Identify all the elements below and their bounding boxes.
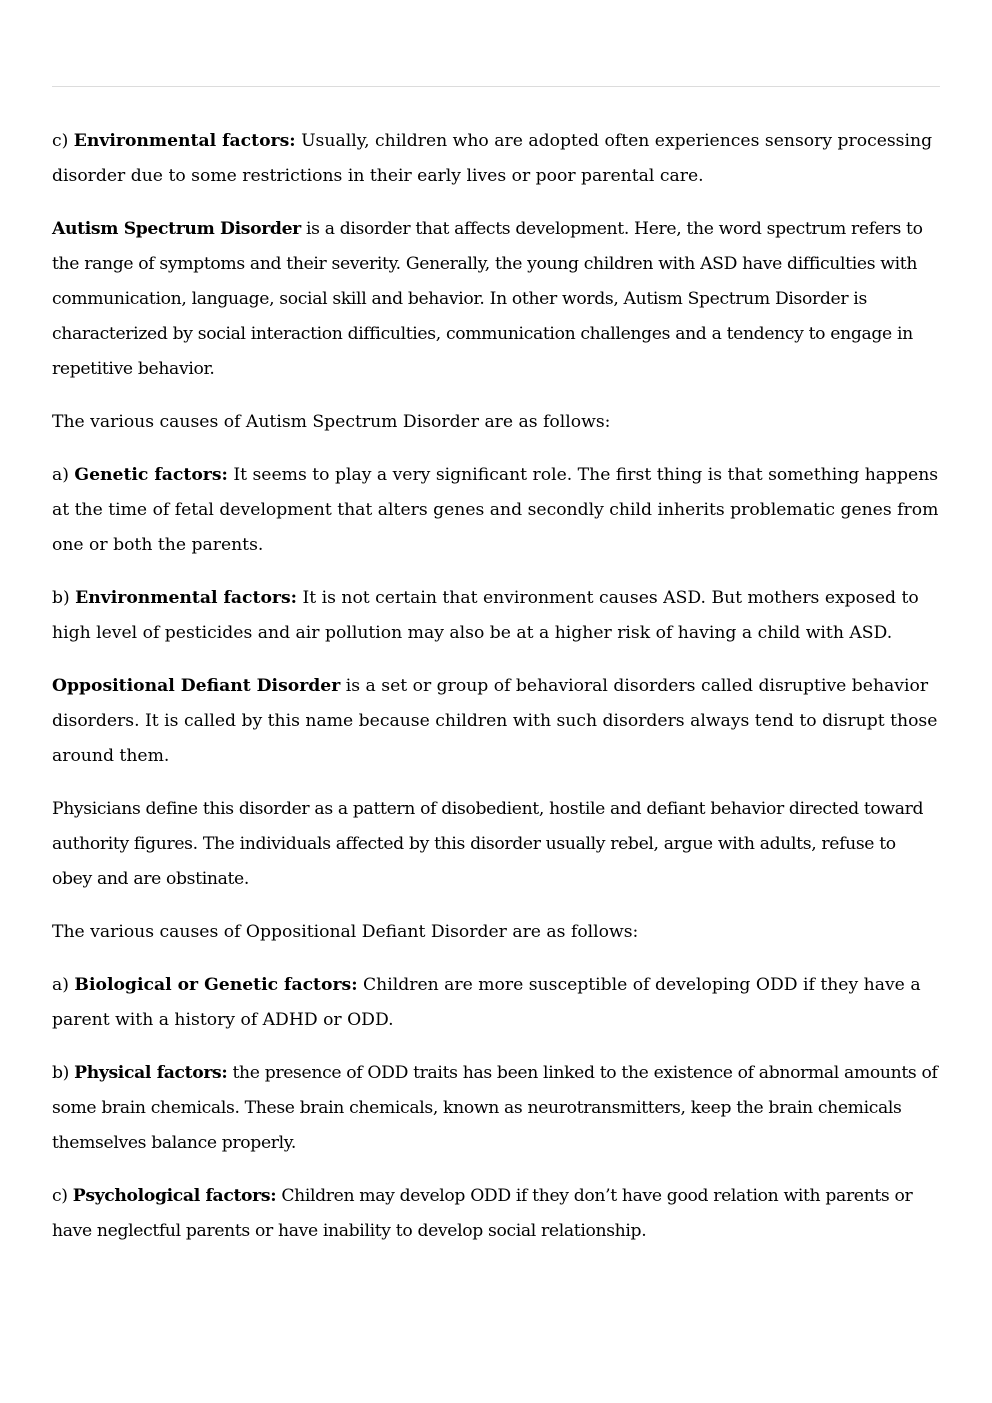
paragraph-term: Autism Spectrum Disorder — [52, 219, 301, 239]
paragraph-asd-environmental-factors — [52, 581, 940, 651]
paragraph-odd-definition — [52, 669, 940, 774]
paragraph-prefix: a) — [52, 975, 75, 995]
paragraph-term: Environmental factors: — [73, 131, 296, 151]
paragraph-asd-causes-intro — [52, 405, 940, 440]
paragraph-term: Physical factors: — [74, 1063, 228, 1083]
document-body — [52, 124, 940, 1267]
paragraph-prefix: c) — [52, 131, 74, 151]
paragraph-asd-definition — [52, 212, 940, 387]
paragraph-text: Physicians define this disorder as a pattern of disobedient, hostile and defiant behavior directed toward authority figures. The individuals affected by this disorder usually rebel, argue with adults, refuse to obey and are obstinate. — [52, 799, 924, 889]
paragraph-term: Oppositional Defiant Disorder — [52, 676, 341, 696]
paragraph-text: The various causes of Autism Spectrum Disorder are as follows: — [52, 412, 611, 432]
paragraph-asd-genetic-factors — [52, 458, 940, 563]
paragraph-spd-environmental-factors — [52, 124, 940, 194]
paragraph-odd-psychological-factors — [52, 1179, 940, 1249]
paragraph-term: Genetic factors: — [74, 465, 228, 485]
paragraph-term: Biological or Genetic factors: — [74, 975, 358, 995]
paragraph-text: It is not certain that environment causes ASD. But mothers exposed to high level of pesticides and air pollution may also be at a higher risk of having a child with ASD. — [52, 588, 919, 643]
paragraph-odd-biological-factors — [52, 968, 940, 1038]
paragraph-prefix: c) — [52, 1186, 73, 1206]
paragraph-text: The various causes of Oppositional Defiant Disorder are as follows: — [52, 922, 639, 942]
paragraph-term: Environmental factors: — [75, 588, 297, 608]
paragraph-odd-physical-factors — [52, 1056, 940, 1161]
paragraph-text: It seems to play a very significant role. The first thing is that something happens at the time of fetal development that alters genes and secondly child inherits problematic genes from one or both the parents. — [52, 465, 939, 555]
paragraph-text: is a disorder that affects development. Here, the word spectrum refers to the range of symptoms and their severity. Generally, the young children with ASD have difficulties with communication, language, social skill and behavior. In other words, Autism Spectrum Disorder is characterized by social interaction difficulties, communication challenges and a tendency to engage in repetitive behavior. — [52, 219, 923, 379]
paragraph-text: Children may develop ODD if they don’t have good relation with parents or have neglectful parents or have inability to develop social relationship. — [52, 1186, 913, 1241]
paragraph-odd-causes-intro — [52, 915, 940, 950]
paragraph-text: Usually, children who are adopted often experiences sensory processing disorder due to some restrictions in their early lives or poor parental care. — [52, 131, 933, 186]
paragraph-text: is a set or group of behavioral disorders called disruptive behavior disorders. It is called by this name because children with such disorders always tend to disrupt those around them. — [52, 676, 938, 766]
header-divider — [52, 86, 940, 87]
paragraph-prefix: b) — [52, 588, 76, 608]
paragraph-prefix: a) — [52, 465, 75, 485]
paragraph-term: Psychological factors: — [72, 1186, 277, 1206]
paragraph-odd-physician-definition — [52, 792, 940, 897]
paragraph-text: Children are more susceptible of developing ODD if they have a parent with a history of ADHD or ODD. — [52, 975, 921, 1030]
paragraph-prefix: b) — [52, 1063, 75, 1083]
paragraph-text: the presence of ODD traits has been linked to the existence of abnormal amounts of some brain chemicals. These brain chemicals, known as neurotransmitters, keep the brain chemicals themselves balance properly. — [52, 1063, 938, 1153]
